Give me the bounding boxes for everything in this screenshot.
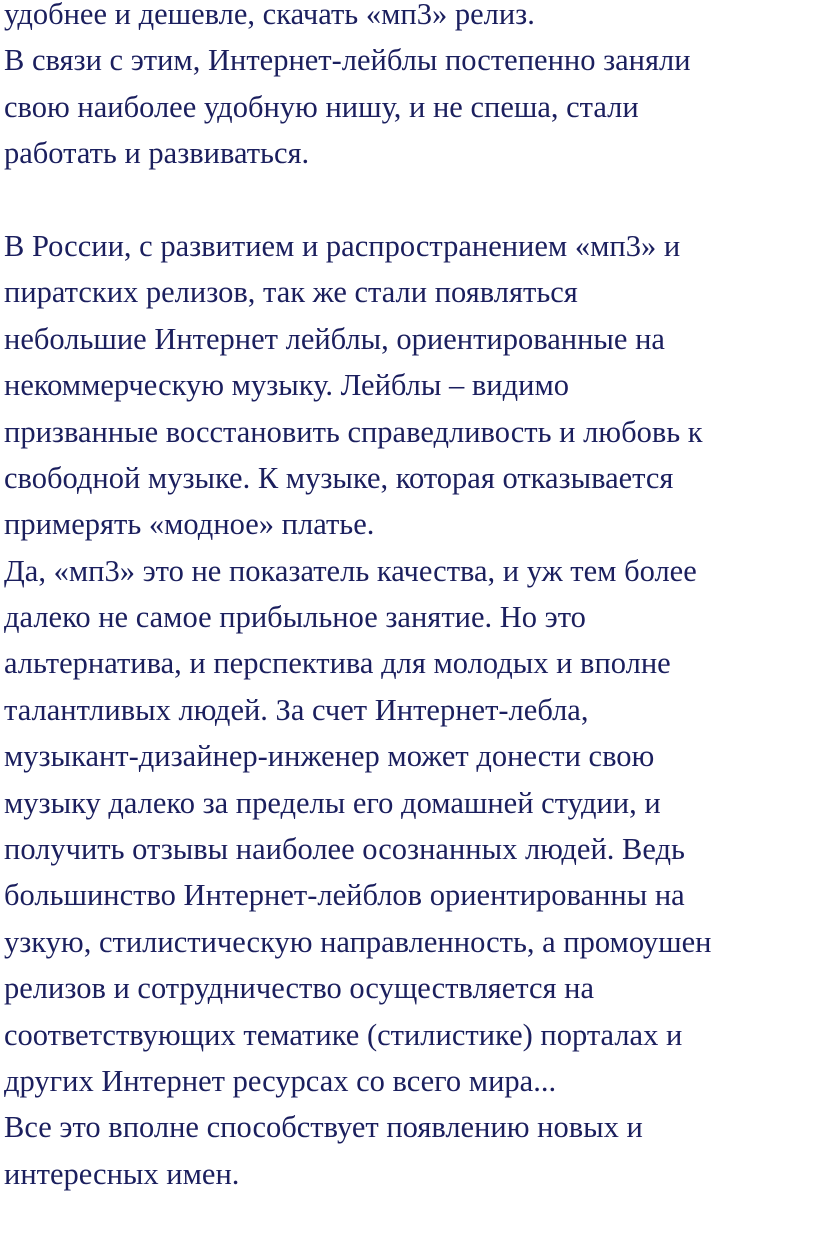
text-line: большинство Интернет-лейблов ориентированны на (4, 878, 685, 913)
text-line: Все это вполне способствует появлению новых и (4, 1110, 643, 1145)
paragraph-mp3-alternative (4, 548, 812, 1105)
text-line: соответствующих тематике (стилистике) порталах и (4, 1017, 683, 1052)
document-body (4, 0, 812, 1197)
text-line: других Интернет ресурсах со всего мира... (4, 1063, 557, 1098)
text-line: Да, «мп3» это не показатель качества, и уж тем более (4, 553, 697, 588)
text-line: музыку далеко за пределы его домашней студии, и (4, 785, 661, 820)
text-line: релизов и сотрудничество осуществляется на (4, 971, 594, 1006)
text-line: далеко не самое прибыльное занятие. Но это (4, 600, 586, 635)
text-line: интересных имен. (4, 1156, 240, 1191)
text-line: примерять «модное» платье. (4, 507, 375, 542)
text-line: удобнее и дешевле, скачать «мп3» релиз. (4, 0, 535, 31)
paragraph-russia (4, 223, 812, 548)
text-line: узкую, стилистическую направленность, а промоушен (4, 924, 712, 959)
text-line: талантливых людей. За счет Интернет-лебла, (4, 692, 589, 727)
paragraph-conclusion (4, 1104, 812, 1197)
text-line: призванные восстановить справедливость и любовь к (4, 414, 703, 449)
text-line: В России, с развитием и распространением «мп3» и (4, 228, 681, 263)
text-line: получить отзывы наиболее осознанных людей. Ведь (4, 832, 685, 867)
text-line: свободной музыке. К музыке, которая отказывается (4, 460, 674, 495)
text-line: альтернатива, и перспектива для молодых и вполне (4, 646, 671, 681)
paragraph-continuation (4, 0, 812, 37)
text-line: свою наиболее удобную нишу, и не спеша, стали (4, 89, 639, 124)
text-line: небольшие Интернет лейблы, ориентированные на (4, 321, 665, 356)
text-line: некоммерческую музыку. Лейблы – видимо (4, 368, 569, 403)
paragraph-internet-labels-niche (4, 37, 812, 176)
text-line: В связи с этим, Интернет-лейблы постепенно заняли (4, 43, 691, 78)
text-line: музыкант-дизайнер-инженер может донести свою (4, 739, 655, 774)
paragraph-spacer (4, 177, 812, 223)
text-line: работать и развиваться. (4, 136, 310, 171)
text-line: пиратских релизов, так же стали появляться (4, 275, 578, 310)
